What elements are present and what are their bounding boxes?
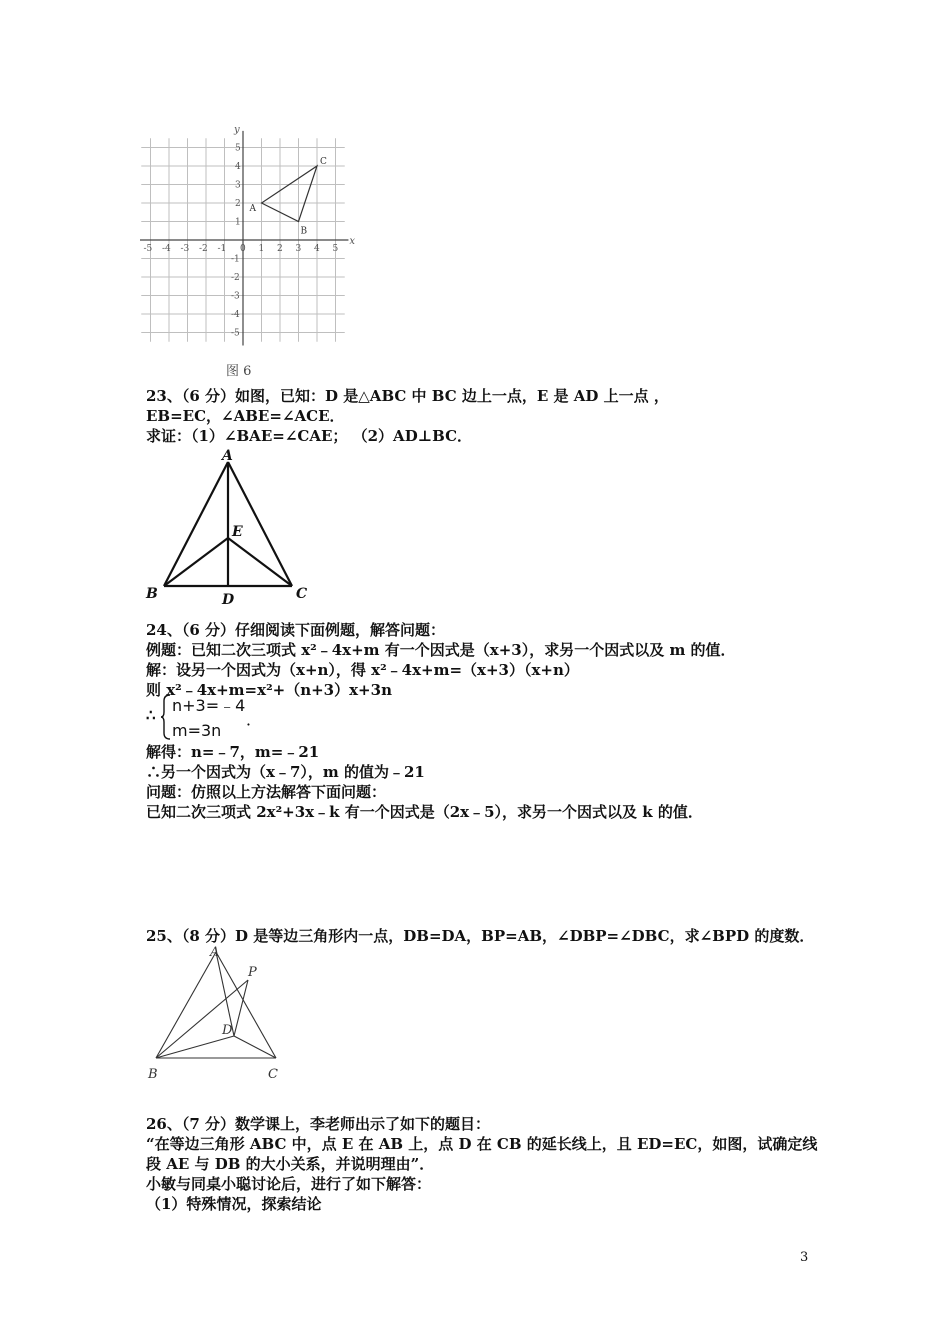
y-tick-label: -3 <box>231 291 240 302</box>
y-tick-label: 1 <box>235 217 241 228</box>
q23-label-a: A <box>222 448 233 464</box>
x-tick-label: 5 <box>332 244 339 254</box>
q23-label-e: E <box>232 524 243 540</box>
q25-label-c: C <box>268 1067 278 1082</box>
therefore-symbol: ∴ <box>146 706 156 724</box>
q24-eq-period: ． <box>246 710 263 729</box>
q23-triangle-figure <box>140 446 320 606</box>
q24-equation-system <box>146 693 276 741</box>
x-tick-label: -1 <box>217 244 227 254</box>
x-tick-label: -4 <box>162 244 171 254</box>
fig6-point-label-a: A <box>249 204 256 214</box>
q26-line-4: 小敏与同桌小聪讨论后，进行了如下解答： <box>146 1175 432 1193</box>
q24-line-2: 例题：已知二次三项式 x²﹣4x+m 有一个因式是（x+3），求另一个因式以及 m 的值． <box>146 641 736 659</box>
q24-line-4: 则 x²﹣4x+m=x²+（n+3）x+3n <box>146 681 392 699</box>
q25-label-d: D <box>222 1023 233 1038</box>
q23-line-3: 求证：（1）∠BAE=∠CAE； （2）AD⊥BC． <box>146 427 473 445</box>
fig6-point-label-c: C <box>320 157 327 167</box>
fig6-coordinate-grid <box>140 122 360 382</box>
y-tick-label: -2 <box>231 273 240 283</box>
q25-triangle-figure <box>140 944 300 1084</box>
y-tick-label: 3 <box>235 180 241 191</box>
x-tick-label: 3 <box>295 244 302 254</box>
q25-label-b: B <box>148 1067 158 1082</box>
q25-label-a: A <box>210 945 220 960</box>
x-tick-label: -3 <box>180 244 190 254</box>
y-tick-label: -5 <box>231 328 240 339</box>
q24-line-6: ∴另一个因式为（x﹣7），m 的值为﹣21 <box>146 763 425 781</box>
brace-icon <box>160 693 172 741</box>
q23-line-2: EB=EC，∠ABE=∠ACE． <box>146 407 345 425</box>
fig6-point-label-b: B <box>300 226 308 237</box>
x-axis-label: x <box>349 236 356 247</box>
x-tick-label: 0 <box>240 244 246 254</box>
q24-line-8: 已知二次三项式 2x²+3x﹣k 有一个因式是（2x﹣5），求另一个因式以及 k 的值． <box>146 803 703 821</box>
y-tick-label: 5 <box>235 143 241 154</box>
q26-line-1: 26、（7 分）数学课上，李老师出示了如下的题目： <box>146 1115 491 1133</box>
y-tick-label: 4 <box>235 162 241 172</box>
q23-label-c: C <box>296 586 308 602</box>
q24-line-7: 问题：仿照以上方法解答下面问题： <box>146 783 387 801</box>
y-axis-label: y <box>234 124 240 136</box>
q23-label-d: D <box>222 592 235 606</box>
q24-eq-bottom: m=3n <box>172 721 222 740</box>
q24-line-3: 解：设另一个因式为（x+n），得 x²﹣4x+m=（x+3）（x+n） <box>146 661 579 679</box>
fig6-caption: 图 6 <box>226 364 252 379</box>
q25-line-1: 25、（8 分）D 是等边三角形内一点，DB=DA，BP=AB，∠DBP=∠DBC，求∠BPD 的度数． <box>146 927 815 945</box>
q24-line-1: 24、（6 分）仔细阅读下面例题，解答问题： <box>146 621 446 639</box>
q24-eq-top: n+3=﹣4 <box>172 696 246 715</box>
x-tick-label: 4 <box>314 244 320 254</box>
fig6-triangle-abc <box>262 166 318 222</box>
y-tick-label: -1 <box>231 254 240 265</box>
x-tick-label: -5 <box>143 244 153 254</box>
y-tick-label: -4 <box>231 310 240 320</box>
q25-label-p: P <box>248 965 257 980</box>
x-tick-label: 1 <box>258 244 265 254</box>
x-tick-label: 2 <box>277 244 283 254</box>
q23-label-b: B <box>146 586 158 602</box>
page-number: 3 <box>800 1250 809 1265</box>
q26-line-2: “在等边三角形 ABC 中，点 E 在 AB 上，点 D 在 CB 的延长线上，且 ED=EC，如图，试确定线 <box>146 1135 818 1153</box>
q24-line-5: 解得：n=﹣7，m=﹣21 <box>146 743 320 761</box>
q26-line-5: （1）特殊情况，探索结论 <box>146 1195 322 1213</box>
x-tick-label: -2 <box>199 244 208 254</box>
q26-line-3: 段 AE 与 DB 的大小关系，并说明理由”． <box>146 1155 435 1173</box>
y-tick-label: 2 <box>235 199 241 209</box>
q23-line-1: 23、（6 分）如图，已知：D 是△ABC 中 BC 边上一点，E 是 AD 上一点 ， <box>146 387 669 405</box>
